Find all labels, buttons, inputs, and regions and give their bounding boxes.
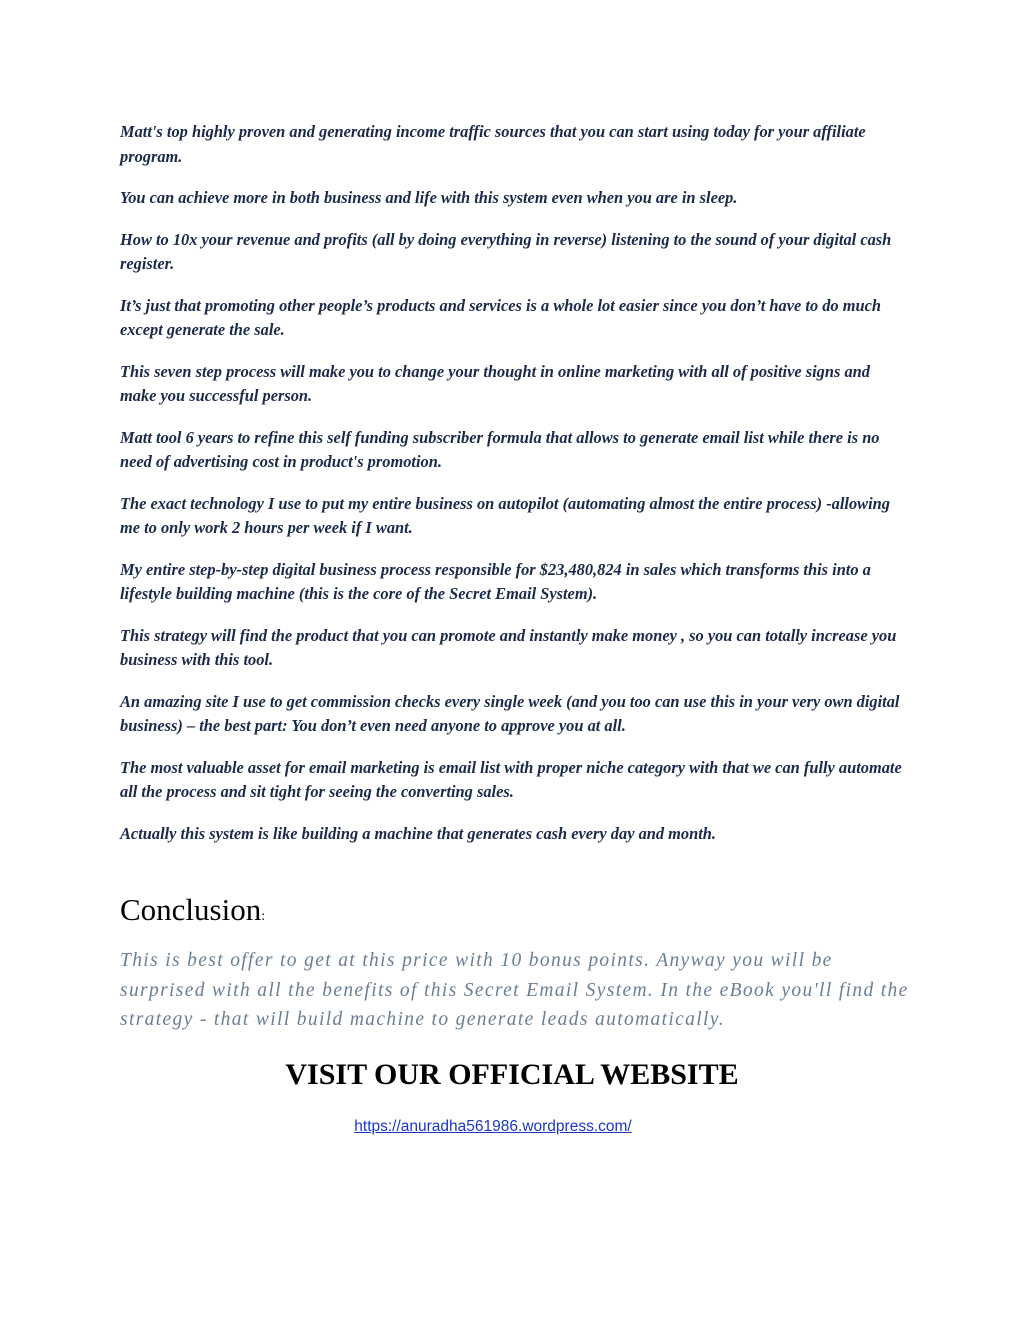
website-link[interactable]: https://anuradha561986.wordpress.com/ [354, 1118, 632, 1135]
feature-paragraph: An amazing site I use to get commission checks every single week (and you too can use this in your very own digital business) – the best part: You don’t even need anyone to approve you at all. [120, 691, 900, 735]
feature-paragraph: It’s just that promoting other people’s products and services is a whole lot easier since you don’t have to do much except generate the sale. [120, 295, 881, 339]
conclusion-heading-text: Conclusion [120, 892, 262, 927]
feature-paragraph: Matt's top highly proven and generating income traffic sources that you can start using today for your affiliate program. [120, 122, 866, 166]
conclusion-heading [120, 890, 265, 937]
feature-paragraph: This seven step process will make you to change your thought in online marketing with all of positive signs and make you successful person. [120, 361, 870, 405]
feature-paragraph: You can achieve more in both business and life with this system even when you are in sleep. [120, 188, 738, 207]
feature-paragraph: The exact technology I use to put my entire business on autopilot (automating almost the entire process) -allowing me to only work 2 hours per week if I want. [120, 493, 890, 537]
website-link-container [0, 1116, 986, 1138]
conclusion-colon: : [261, 909, 266, 924]
feature-paragraph: How to 10x your revenue and profits (all by doing everything in reverse) listening to the sound of your digital cash register. [120, 229, 892, 273]
feature-list [120, 120, 910, 863]
visit-website-heading: VISIT OUR OFFICIAL WEBSITE [285, 1058, 739, 1091]
feature-paragraph: Actually this system is like building a machine that generates cash every day and month. [120, 823, 717, 843]
conclusion-text: This is best offer to get at this price with 10 bonus points. Anyway you will be surprised with all the benefits of this Secret Email System. In the eBook you'll find the strategy - that will build machine to generate leads automatically. [120, 950, 909, 1030]
feature-paragraph: My entire step-by-step digital business process responsible for $23,480,824 in sales which transforms this into a lifestyle building machine (this is the core of the Secret Email System). [120, 559, 871, 603]
feature-paragraph: The most valuable asset for email marketing is email list with proper niche category with that we can fully automate all the process and sit tight for seeing the converting sales. [120, 757, 902, 801]
feature-paragraph: This strategy will find the product that you can promote and instantly make money , so you can totally increase you business with this tool. [120, 625, 897, 669]
feature-paragraph: Matt tool 6 years to refine this self funding subscriber formula that allows to generate email list while there is no need of advertising cost in product's promotion. [120, 427, 880, 471]
